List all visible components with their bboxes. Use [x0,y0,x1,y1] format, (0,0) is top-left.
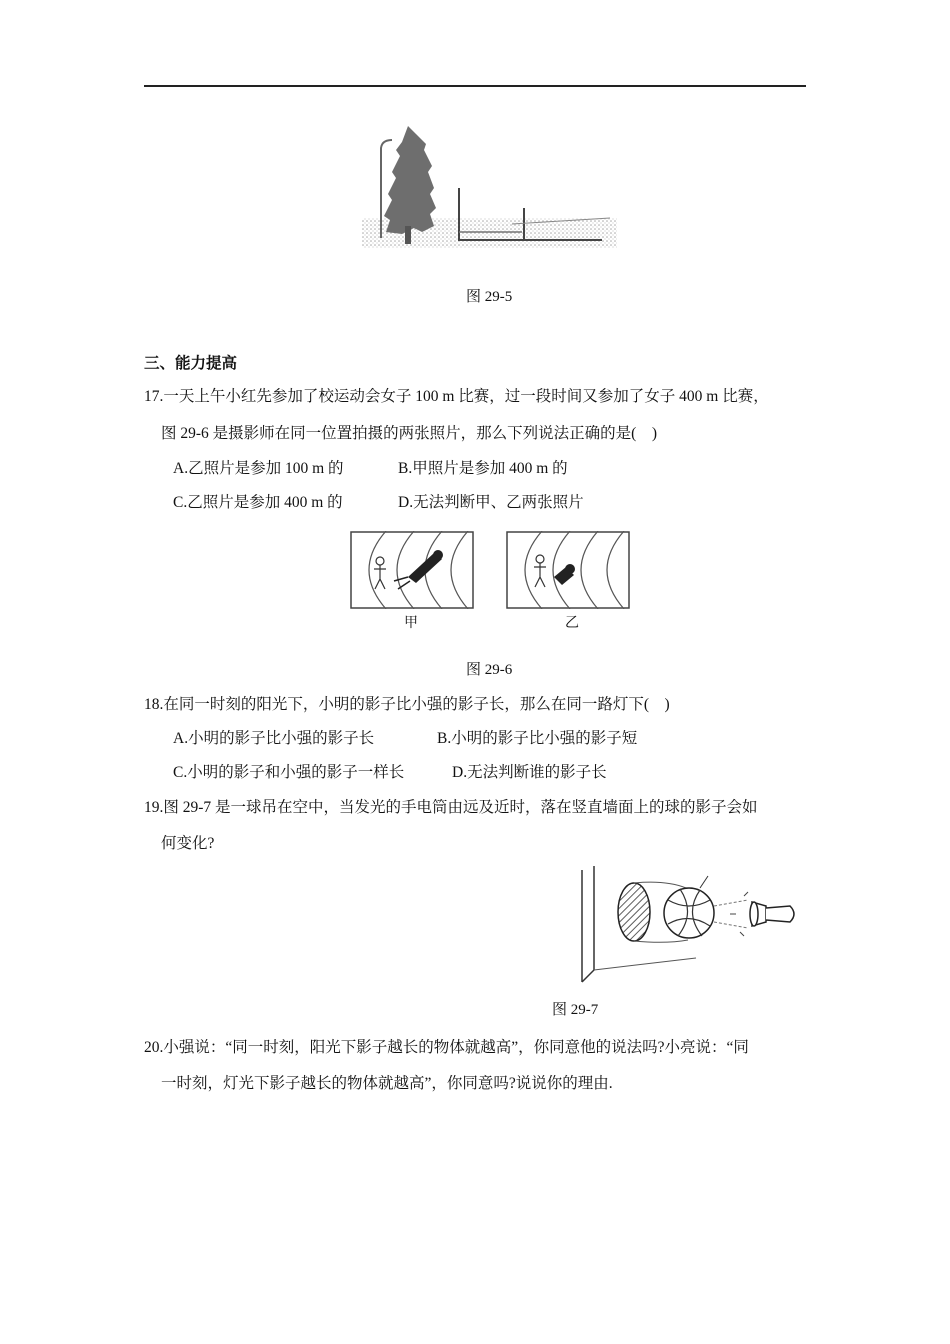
figure-29-5-image [362,120,622,255]
q17-option-c: C.乙照片是参加 400 m 的 [173,494,343,511]
figure-29-6-photo-jia [350,531,474,609]
q20-line2: 一时刻，灯光下影子越长的物体就越高”，你同意吗?说说你的理由. [161,1075,613,1092]
section-title: 三、能力提高 [144,355,238,372]
q17-option-d: D.无法判断甲、乙两张照片 [398,494,584,511]
q18-option-b: B.小明的影子比小强的影子短 [437,730,638,747]
q18-line1: 18.在同一时刻的阳光下，小明的影子比小强的影子长，那么在同一路灯下( ) [144,696,670,713]
figure-29-6-photo-yi [506,531,630,609]
figure-29-6-label-jia: 甲 [404,616,418,631]
q17-option-b: B.甲照片是参加 400 m 的 [398,460,568,477]
q17-line2: 图 29-6 是摄影师在同一位置拍摄的两张照片，那么下列说法正确的是( ) [161,425,657,442]
figure-29-7-caption: 图 29-7 [552,1002,599,1018]
q19-line1: 19.图 29-7 是一球吊在空中，当发光的手电筒由远及近时，落在竖直墙面上的球的影子会如 [144,799,758,816]
q18-option-a: A.小明的影子比小强的影子长 [173,730,375,747]
q19-line2: 何变化? [161,835,215,852]
figure-29-6-label-yi: 乙 [565,616,579,631]
q18-option-d: D.无法判断谁的影子长 [452,764,607,781]
header-rule [144,85,806,87]
figure-29-5-caption: 图 29-5 [466,289,513,305]
q18-option-c: C.小明的影子和小强的影子一样长 [173,764,405,781]
figure-29-7-image [576,866,806,986]
q20-line1: 20.小强说：“同一时刻，阳光下影子越长的物体就越高”，你同意他的说法吗?小亮说：“同 [144,1039,749,1056]
figure-29-6-caption: 图 29-6 [466,662,513,678]
q17-line1: 17.一天上午小红先参加了校运动会女子 100 m 比赛，过一段时间又参加了女子 400 m 比赛， [144,388,769,405]
q17-option-a: A.乙照片是参加 100 m 的 [173,460,344,477]
